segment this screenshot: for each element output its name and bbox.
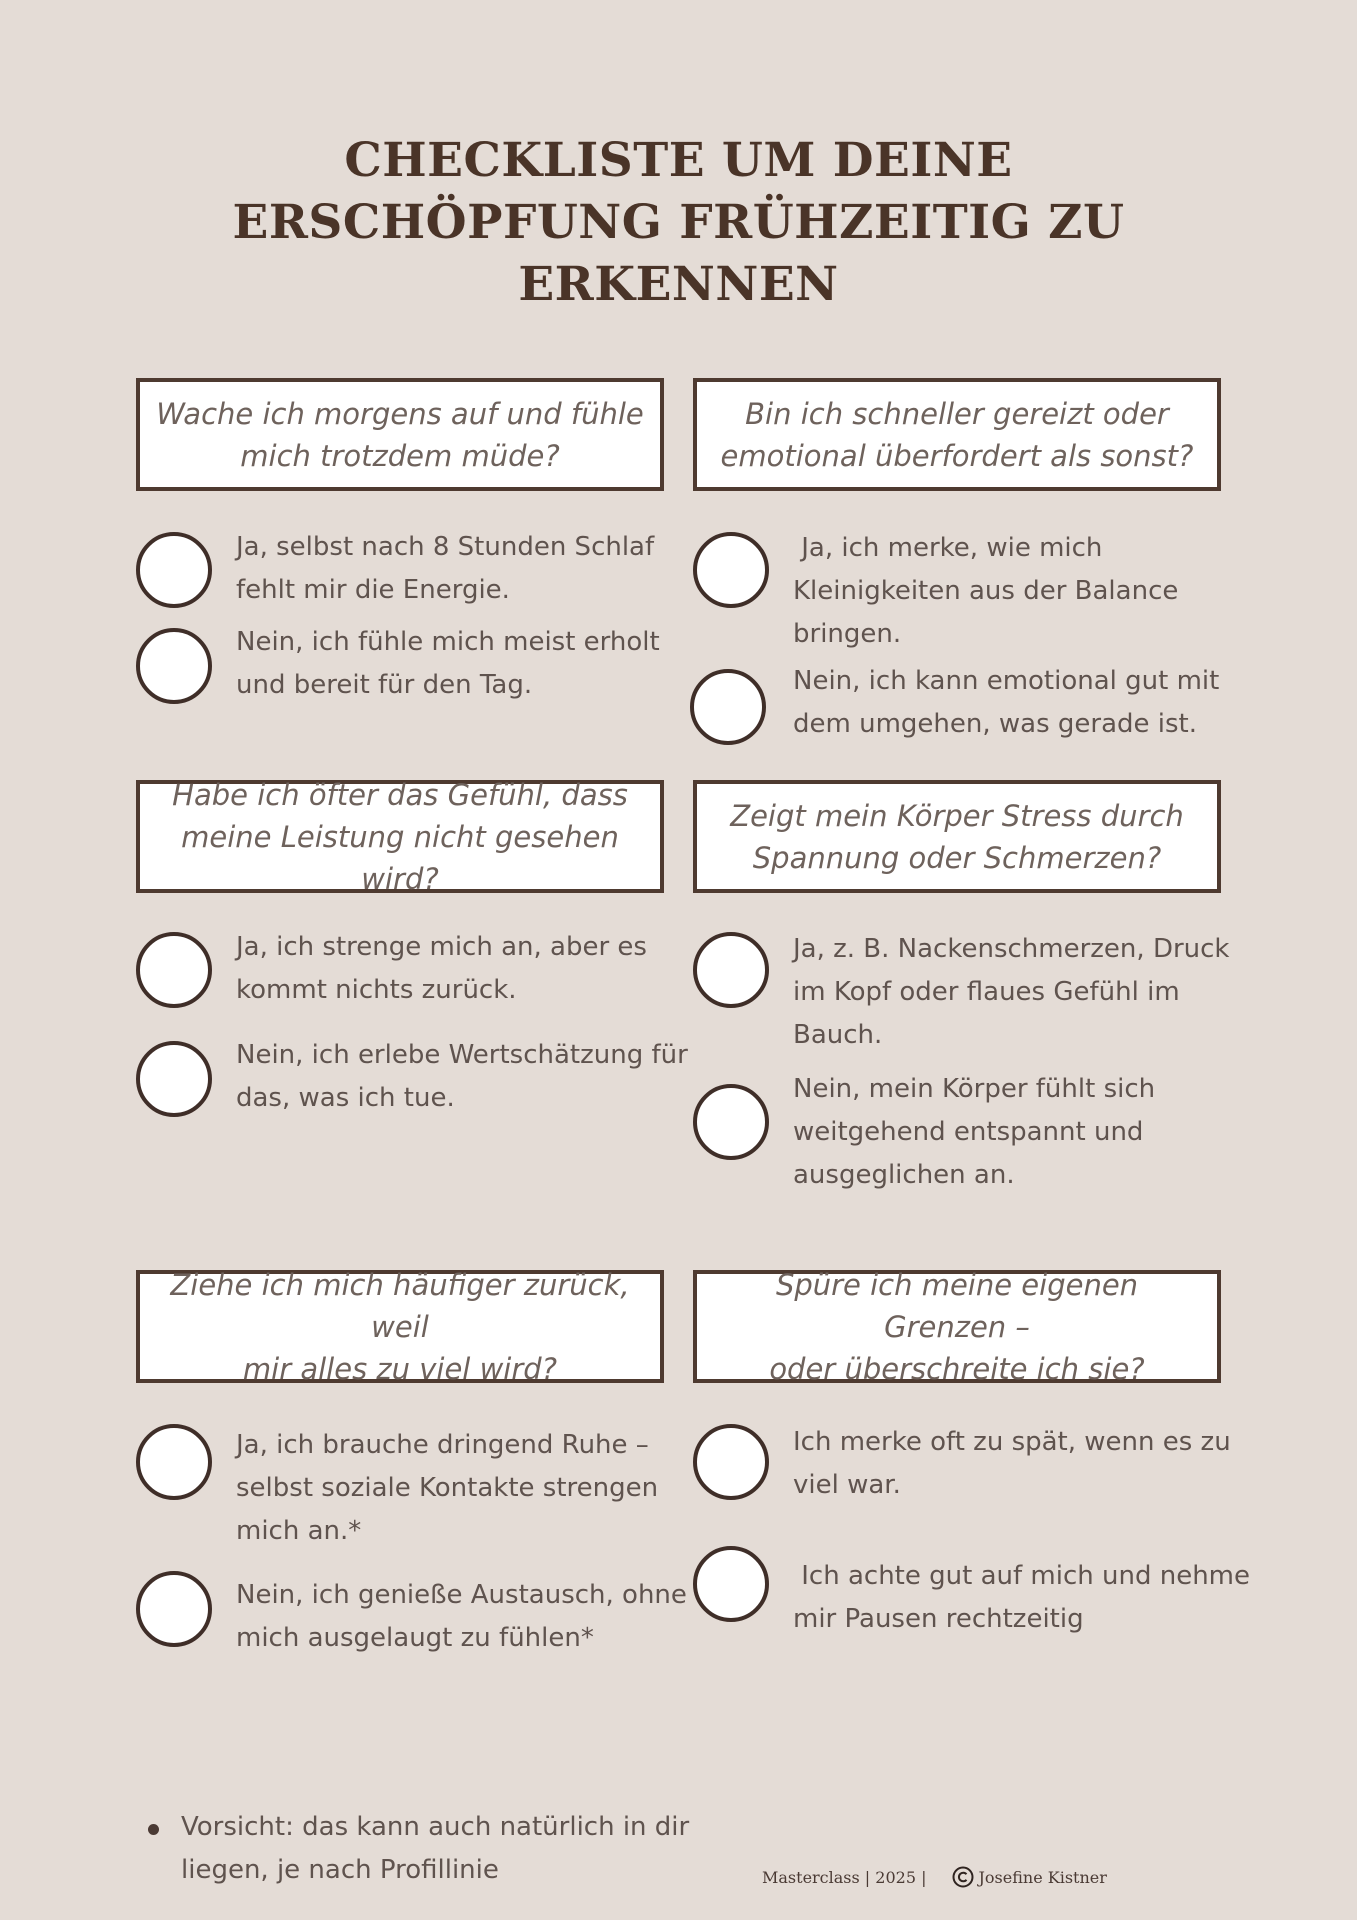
answer-line: im Kopf oder flaues Gefühl im — [793, 977, 1180, 1007]
answer-no-radio-q5[interactable] — [136, 1571, 212, 1647]
answer-no-label-q2 — [793, 660, 1219, 746]
answer-line: mich ausgelaugt zu fühlen* — [236, 1623, 594, 1653]
answer-line: Bauch. — [793, 1020, 883, 1050]
question-text: mir alles zu viel wird? — [242, 1351, 558, 1386]
page-title — [180, 130, 1177, 316]
answer-yes-label-q3 — [236, 926, 647, 1012]
answer-yes-label-q6 — [793, 1421, 1231, 1507]
answer-line: mir Pausen rechtzeitig — [793, 1604, 1084, 1634]
answer-line: Nein, ich kann emotional gut mit — [793, 666, 1220, 696]
answer-yes-label-q4 — [793, 928, 1229, 1057]
answer-yes-label-q5 — [236, 1424, 658, 1553]
footnote-line: Vorsicht: das kann auch natürlich in dir — [181, 1812, 690, 1842]
question-box-withdraw — [136, 1267, 664, 1386]
title-line-3: ERKENNEN — [518, 257, 839, 312]
answer-line: Ja, ich strenge mich an, aber es — [236, 932, 647, 962]
copyright-icon — [952, 1866, 974, 1888]
answer-yes-radio-q5[interactable] — [136, 1424, 212, 1500]
answer-no-label-q1 — [236, 621, 660, 707]
answer-line: Nein, mein Körper fühlt sich — [793, 1074, 1156, 1104]
answer-yes-label-q2 — [793, 527, 1178, 656]
answer-no-radio-q6[interactable] — [693, 1546, 769, 1622]
question-text: oder überschreite ich sie? — [769, 1351, 1145, 1386]
title-line-2: ERSCHÖPFUNG FRÜHZEITIG ZU — [232, 195, 1125, 250]
answer-line: Ja, z. B. Nackenschmerzen, Druck — [793, 934, 1230, 964]
answer-yes-radio-q3[interactable] — [136, 932, 212, 1008]
answer-yes-radio-q1[interactable] — [136, 532, 212, 608]
footnote-line: liegen, je nach Profillinie — [181, 1855, 499, 1885]
question-box-irritable — [693, 378, 1221, 491]
answer-line: das, was ich tue. — [236, 1083, 455, 1113]
question-text: Spüre ich meine eigenen Grenzen – — [775, 1267, 1139, 1344]
answer-line: Ich achte gut auf mich und nehme — [793, 1561, 1250, 1591]
question-text: Wache ich morgens auf und fühle — [156, 396, 644, 431]
footnote-text — [181, 1806, 689, 1892]
question-text: Zeigt mein Körper Stress durch — [730, 798, 1184, 833]
answer-line: Nein, ich genieße Austausch, ohne — [236, 1580, 687, 1610]
answer-line: Ich merke oft zu spät, wenn es zu — [793, 1427, 1231, 1457]
question-text: mich trotzdem müde? — [240, 438, 560, 473]
question-text: Spannung oder Schmerzen? — [752, 840, 1162, 875]
question-box-morning-tired — [136, 378, 664, 491]
answer-line: dem umgehen, was gerade ist. — [793, 709, 1198, 739]
answer-yes-radio-q6[interactable] — [693, 1424, 769, 1500]
question-text: emotional überfordert als sonst? — [720, 438, 1194, 473]
answer-line: selbst soziale Kontakte strengen — [236, 1473, 659, 1503]
answer-line: viel war. — [793, 1470, 901, 1500]
answer-no-label-q5 — [236, 1574, 687, 1660]
footer-masterclass: Masterclass | 2025 | — [762, 1867, 927, 1887]
answer-no-radio-q4[interactable] — [693, 1084, 769, 1160]
answer-line: Ja, ich brauche dringend Ruhe – — [236, 1430, 649, 1460]
answer-no-radio-q3[interactable] — [136, 1041, 212, 1117]
answer-no-radio-q1[interactable] — [136, 628, 212, 704]
footer — [762, 1866, 1107, 1888]
answer-line: Ja, ich merke, wie mich — [793, 533, 1103, 563]
answer-no-label-q4 — [793, 1068, 1155, 1197]
answer-no-label-q6 — [793, 1555, 1250, 1641]
answer-line: Nein, ich fühle mich meist erholt — [236, 627, 660, 657]
answer-line: ausgeglichen an. — [793, 1160, 1015, 1190]
question-text: Ziehe ich mich häufiger zurück, weil — [170, 1267, 630, 1344]
answer-no-radio-q2[interactable] — [690, 669, 766, 745]
answer-line: und bereit für den Tag. — [236, 670, 533, 700]
question-text: Habe ich öfter das Gefühl, dass — [172, 777, 628, 812]
answer-line: weitgehend entspannt und — [793, 1117, 1144, 1147]
question-text: Bin ich schneller gereizt oder — [745, 396, 1169, 431]
answer-line: bringen. — [793, 619, 902, 649]
answer-yes-radio-q4[interactable] — [693, 932, 769, 1008]
title-line-1: CHECKLISTE UM DEINE — [344, 133, 1013, 188]
answer-no-label-q3 — [236, 1034, 688, 1120]
answer-yes-radio-q2[interactable] — [693, 532, 769, 608]
question-box-not-seen — [136, 777, 664, 896]
question-box-body-stress — [693, 780, 1221, 893]
answer-line: fehlt mir die Energie. — [236, 575, 510, 605]
question-box-boundaries — [693, 1267, 1221, 1386]
answer-line: Nein, ich erlebe Wertschätzung für — [236, 1040, 688, 1070]
answer-line: mich an.* — [236, 1516, 362, 1546]
answer-line: kommt nichts zurück. — [236, 975, 517, 1005]
footer-author: Josefine Kistner — [978, 1867, 1107, 1887]
answer-line: Kleinigkeiten aus der Balance — [793, 576, 1179, 606]
answer-yes-label-q1 — [236, 526, 654, 612]
question-text: meine Leistung nicht gesehen wird? — [181, 819, 619, 896]
answer-line: Ja, selbst nach 8 Stunden Schlaf — [236, 532, 655, 562]
bullet-icon — [148, 1824, 159, 1835]
